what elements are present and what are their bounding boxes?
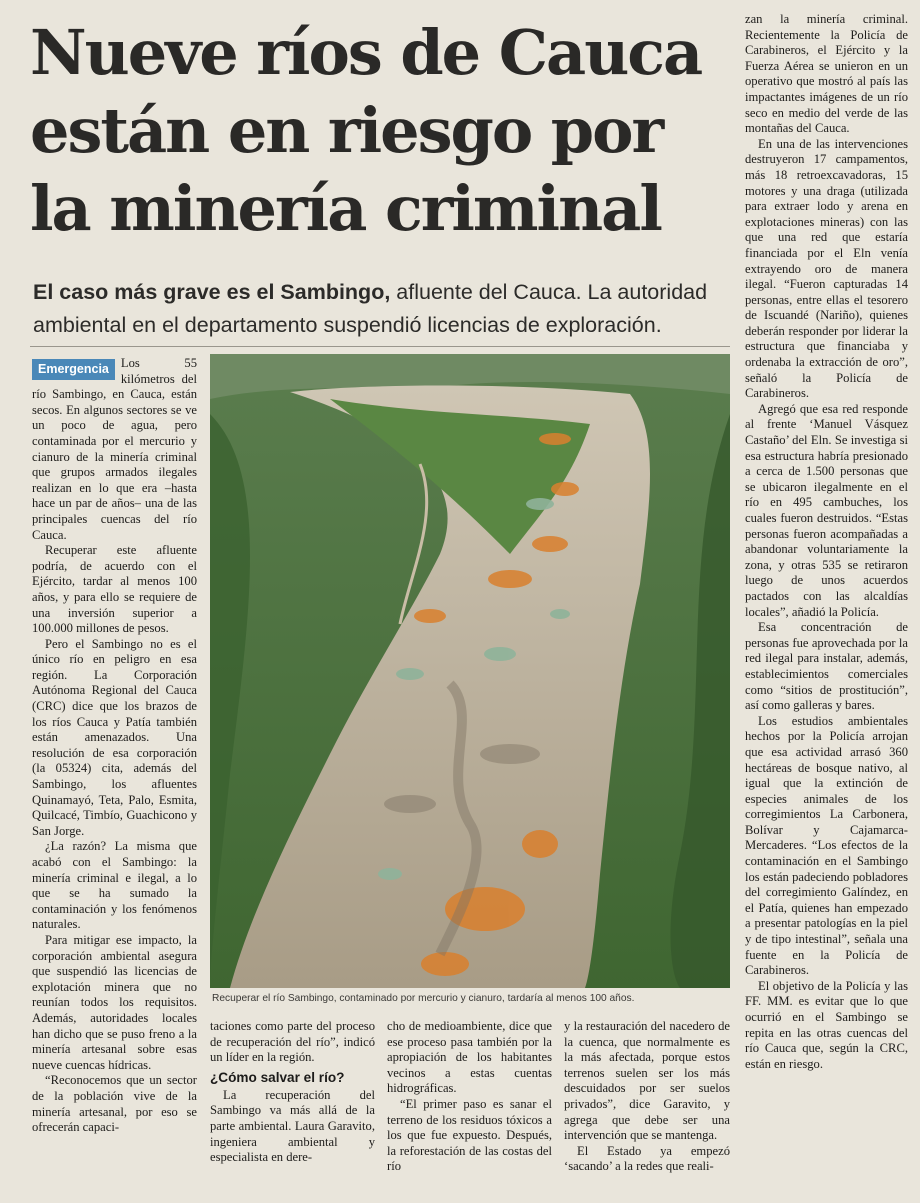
article-column-3 (387, 1019, 552, 1175)
paragraph: Los estudios ambientales hechos por la Policía arrojan que esa actividad arrasó 360 hectáreas de bosque nativo, al igual que la extinción de especies animales de los corregimientos La Carbonera, Bolívar y Cajamarca-Mercaderes. “Los efectos de la contaminación en el Sambingo los están padeciendo pobladores del corregimiento Galíndez, en el Patía, quienes han empezado a presentar patologías en la piel y de tipo intestinal”, señala una fuente en la Policía de Carabineros. (745, 713, 908, 978)
paragraph: “Reconocemos que un sector de la población vive de la minería artesanal, por eso se ofrecerán capaci- (32, 1073, 197, 1135)
paragraph: taciones como parte del proceso de recuperación del río”, indicó un líder en la región. (210, 1019, 375, 1065)
subheadline-bold: El caso más grave es el Sambingo, (33, 280, 391, 304)
paragraph: Recuperar este afluente podría, de acuerdo con el Ejército, tardar al menos 100 años, y para ello se requiere de una inversión superior a 100.000 millones de pesos. (32, 543, 197, 636)
paragraph: “El primer paso es sanar el terreno de los residuos tóxicos a los que fue expuesto. Después, la reforestación de las costas del río (387, 1096, 552, 1174)
photo-caption: Recuperar el río Sambingo, contaminado por mercurio y cianuro, tardaría al menos 100 años. (212, 993, 635, 1004)
paragraph: Agregó que esa red responde al frente ‘Manuel Vásquez Castaño’ del Eln. Se investiga si esa estructura habría presionado a cerca de 1.500 personas que se ubicaron ilegalmente en el río en 495 cambuches, los cuales fueron destruidos. “Estas personas fueron acompañadas a abandonar voluntariamente la zona, y otras 535 se retiraron luego de unos acuerdos pactados con las alcaldías locales”, añadió la Policía. (745, 401, 908, 619)
paragraph: y la restauración del nacedero de la cuenca, que normalmente es la más afectada, porque estos terrenos suelen ser los más descuidados por ser suelos privados”, dice Garavito, y agrega que debe ser una intervención que se mantenga. (564, 1019, 730, 1143)
paragraph: ¿La razón? La misma que acabó con el Sambingo: la minería criminal e ilegal, a lo que se ha sumado la contaminación y los fenómenos naturales. (32, 839, 197, 932)
paragraph: El Estado ya empezó ‘sacando’ a la redes que reali- (564, 1143, 730, 1174)
subheadline (33, 276, 733, 342)
paragraph: La recuperación del Sambingo va más allá de la parte ambiental. Laura Garavito, ingeniera ambiental y especialista en dere- (210, 1087, 375, 1165)
headline (30, 14, 740, 248)
article-column-1 (32, 356, 197, 1136)
article-column-5 (745, 12, 908, 1072)
paragraph: Esa concentración de personas fue aprovechada por la red ilegal para instalar, además, establecimientos comerciales como “sitios de prostitución”, así como galleras y bares. (745, 620, 908, 713)
headline-line: están en riesgo por (30, 94, 663, 167)
paragraph: cho de medioambiente, dice que ese proceso pasa también por la apropiación de los habitantes vecinos a estas cuentas hidrográficas. (387, 1019, 552, 1096)
paragraph: En una de las intervenciones destruyeron 17 campamentos, más 18 retroexcavadoras, 15 motores y una draga (utilizada para extraer lodo y arena en explotaciones mineras) con las que una red que estaría financiada por el Eln venía extrayendo oro de manera ilegal. “Fueron capturadas 14 personas, entre ellas el tesorero de Iscuandé (Nariño), quienes deberán responder por liderar la estructura que financiaba y ordenaba la extracción de oro”, señaló la Policía de Carabineros. (745, 136, 908, 401)
headline-line: la minería criminal (30, 172, 661, 245)
subheadline-rest: afluente del Cauca. La autoridad ambiental en el departamento suspendió licencias de exploración. (33, 280, 708, 337)
section-heading: ¿Cómo salvar el río? (210, 1069, 345, 1085)
headline-line: Nueve ríos de Cauca (30, 16, 702, 89)
river-photo (210, 354, 730, 988)
paragraph: Para mitigar ese impacto, la corporación ambiental asegura que suspendió las licencias de explotación minera que no reunían todos los requisitos. Además, autoridades locales han dicho que se puso freno a la minería artesanal sobre esas nueve cuencas hídricas. (32, 932, 197, 1072)
section-badge: Emergencia (32, 359, 115, 380)
article-column-4 (564, 1019, 730, 1175)
paragraph: zan la minería criminal. Recientemente la Policía de Carabineros, el Ejército y la Fuerza Aérea se unieron en un operativo que mostró al país las impactantes imágenes de un río seco en medio del verde de las montañas del Cauca. (745, 12, 908, 136)
paragraph: Pero el Sambingo no es el único río en peligro en esa región. La Corporación Autónoma Regional del Cauca (CRC) dice que los brazos de los ríos Cauca y Patía también están amenazados. Una resolución de esa corporación (la 05324) cita, además del Sambingo, los afluentes Quinamayó, Teta, Palo, Esmita, Quilcacé, Timbío, Guachicono y San Jorge. (32, 636, 197, 838)
paragraph: El objetivo de la Policía y las FF. MM. es evitar que lo que ocurrió en el Sambingo se repita en las otras cuencas del río Cauca que, según la CRC, están en riesgo. (745, 978, 908, 1071)
paragraph: Emergencia Los 55 kilómetros del río Sambingo, en Cauca, están secos. En algunos sectores se ve un poco de agua, pero contaminada por el mercurio y cianuro de la minería criminal que grupos armados ilegales realizan en lo que era –hasta hace un par de años– una de las principales cuencas del río Cauca. (32, 356, 197, 542)
article-column-2 (210, 1019, 375, 1166)
divider (30, 346, 730, 347)
aerial-river-image (210, 354, 730, 988)
